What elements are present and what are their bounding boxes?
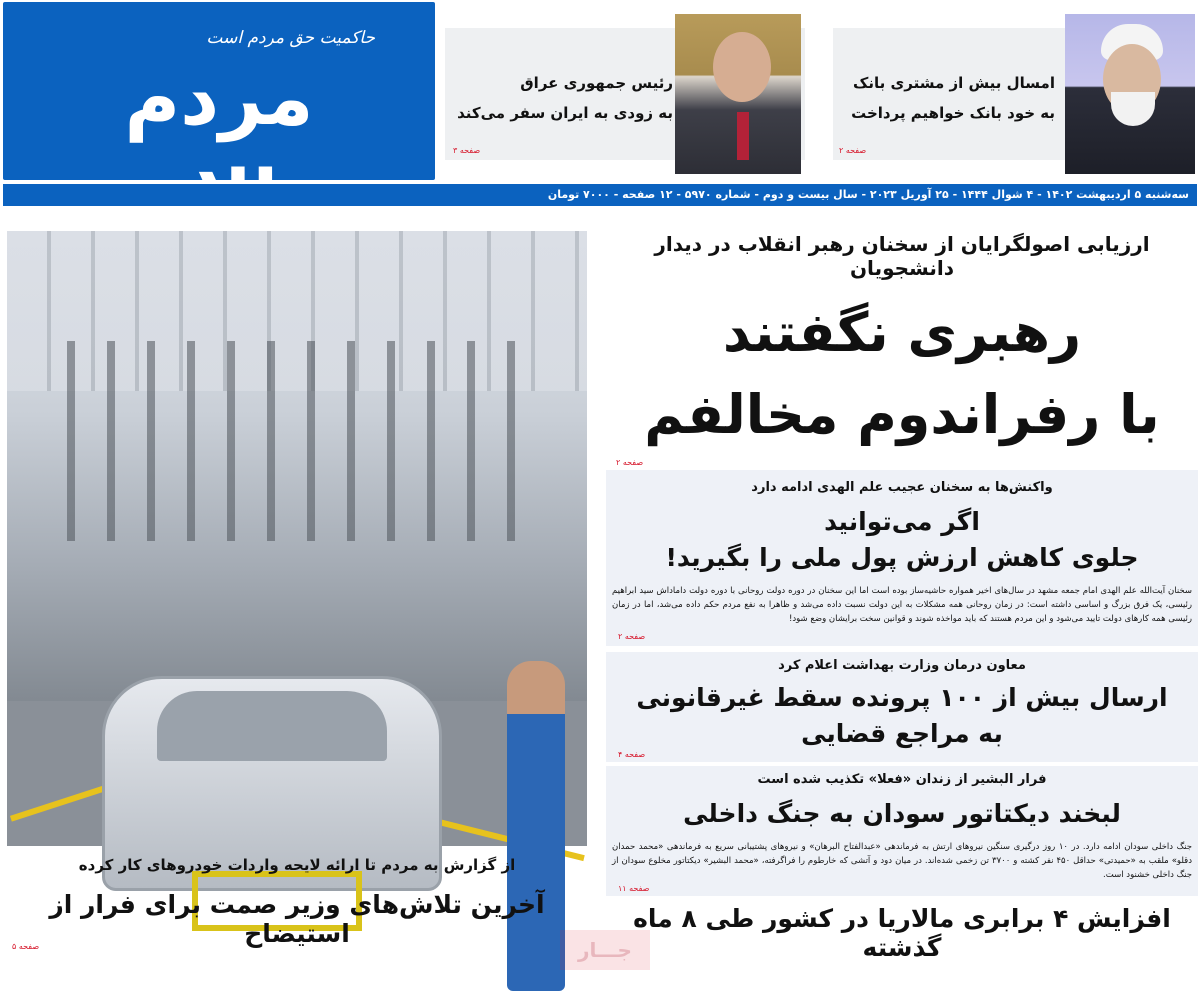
dateline-bar: سه‌شنبه ۵ اردیبهشت ۱۴۰۲ - ۴ شوال ۱۴۴۴ - ۲۵ آوریل ۲۰۲۳ - سال بیست و دوم - شماره ۵۹۷۰ - ۱۲ صفحه - ۷۰۰۰ تومان bbox=[3, 184, 1197, 206]
teaser-line-1: امسال بیش از مشتری بانک bbox=[853, 74, 1055, 92]
masthead bbox=[0, 0, 1200, 210]
teaser-photo-cleric bbox=[1065, 14, 1195, 174]
story-kicker: واکنش‌ها به سخنان عجیب علم الهدی ادامه دارد bbox=[751, 480, 1053, 495]
story-sudan[interactable] bbox=[606, 766, 1198, 896]
teaser-headline bbox=[843, 68, 1055, 128]
teaser-line-2: به زودی به ایران سفر می‌کند bbox=[457, 104, 673, 122]
tie-shape bbox=[737, 112, 749, 160]
page-reference: صفحه ۲ bbox=[618, 632, 646, 641]
malaria-headline[interactable]: افزایش ۴ برابری مالاریا در کشور طی ۸ ماه گذشته bbox=[633, 904, 1171, 962]
logo-slogan: حاکمیت حق مردم است bbox=[206, 28, 375, 48]
page-reference: صفحه ۲ bbox=[839, 146, 867, 155]
logo-title: مردم bbox=[124, 53, 314, 142]
story-headline-line-2: جلوی کاهش ارزش پول ملی را بگیرید! bbox=[665, 543, 1139, 572]
story-headline-line-2: به مراجع قضایی bbox=[801, 719, 1003, 748]
story-kicker: معاون درمان وزارت بهداشت اعلام کرد bbox=[778, 658, 1026, 673]
story-headline-line-1: اگر می‌توانید bbox=[824, 507, 980, 536]
main-stories-column bbox=[606, 222, 1198, 972]
car-window-shape bbox=[157, 691, 387, 761]
story-headline bbox=[606, 680, 1198, 752]
story-abortion-cases[interactable] bbox=[606, 652, 1198, 762]
face-shape bbox=[713, 32, 771, 102]
lead-headline-line-2: با رفراندوم مخالفم bbox=[644, 383, 1160, 446]
newspaper-logo[interactable] bbox=[3, 2, 435, 180]
story-headline: لبخند دیکتاتور سودان به جنگ داخلی bbox=[683, 799, 1121, 828]
lead-kicker: ارزیابی اصولگرایان از سخنان رهبر انقلاب در دیدار دانشجویان bbox=[654, 232, 1150, 280]
photo-story-headline[interactable]: آخرین تلاش‌های وزیر صمت برای فرار از استیضاح bbox=[49, 890, 545, 948]
page-reference: صفحه ۱۱ bbox=[618, 884, 650, 893]
watermark-logo: جـــار bbox=[560, 930, 650, 970]
story-body: جنگ داخلی سودان ادامه دارد. در ۱۰ روز درگیری سنگین نیروهای ارتش به فرماندهی «عبدالفتاح البرهان» و نیروهای پشتیبانی سریع به فرماندهی «محمد حمدان دقلو» ملقب به «حمیدتی» حداقل ۴۵۰ نفر کشته و ۳۷۰۰ تن زخمی شده‌اند. در میان دود و آتشی که خارطوم را فراگرفته، «محمد البشیر» دیکتاتور مخلوع سودان از جنگ داخلی خشنود است. bbox=[612, 842, 1192, 880]
assembly-rig-shape bbox=[67, 341, 527, 541]
teaser-bank[interactable] bbox=[833, 28, 1195, 160]
lead-headline-line-1: رهبری نگفتند bbox=[722, 301, 1082, 364]
beard-shape bbox=[1111, 92, 1155, 126]
page-reference: صفحه ۲ bbox=[616, 458, 644, 467]
story-kicker: فرار البشیر از زندان «فعلا» تکذیب شده است bbox=[757, 772, 1047, 787]
page-reference: صفحه ۵ bbox=[12, 942, 40, 951]
story-alamolhoda[interactable] bbox=[606, 470, 1198, 646]
story-body: سخنان آیت‌الله علم الهدی امام جمعه مشهد در سال‌های اخیر همواره حاشیه‌ساز بوده است اما این سخنان در دوره دولت روحانی با دوره دولت داماداش سید ابراهیم رئیسی، یک فرق بزرگ و اساسی داشته است: در زمان روحانی همه مشکلات به این دولت نسبت داده می‌شد و ظاهرا به نفع مردم حکم داده می‌شد، اما در زمان رئیسی همه کارهای دولت تایید می‌شود و این مردم هستند که باید مواخذه شوند و قوانین سخت برایشان وضع شود! bbox=[612, 586, 1192, 624]
photo-story-kicker: از گزارش به مردم تا ارائه لایحه واردات خودروهای کار کرده bbox=[78, 856, 516, 874]
page-reference: صفحه ۴ bbox=[618, 750, 646, 759]
page-reference: صفحه ۳ bbox=[453, 146, 481, 155]
teaser-headline bbox=[451, 68, 673, 128]
teaser-line-2: به خود بانک خواهیم پرداخت bbox=[851, 104, 1055, 122]
factory-photo[interactable] bbox=[7, 231, 587, 846]
teaser-line-1: رئیس جمهوری عراق bbox=[520, 74, 673, 92]
teaser-iraq-president[interactable] bbox=[445, 28, 805, 160]
lead-headline[interactable] bbox=[606, 292, 1198, 456]
teaser-photo-president bbox=[675, 14, 801, 174]
story-headline bbox=[606, 504, 1198, 576]
story-headline-line-1: ارسال بیش از ۱۰۰ پرونده سقط غیرقانونی bbox=[636, 683, 1168, 712]
